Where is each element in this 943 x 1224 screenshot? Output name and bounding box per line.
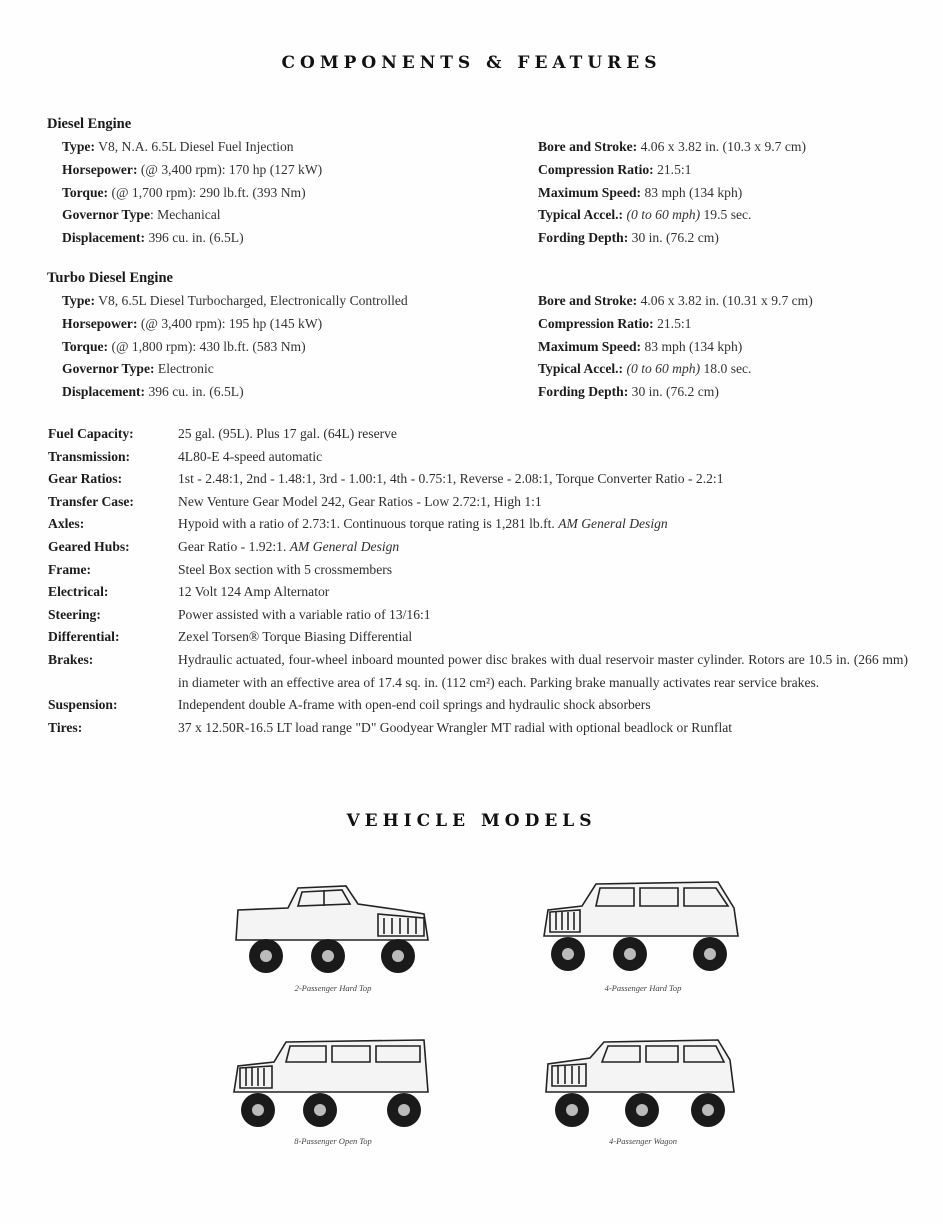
spec-row: Governor Type: Electronic — [62, 361, 214, 377]
spec-row: Displacement: 396 cu. in. (6.5L) — [62, 230, 244, 246]
feature-row-brakes: Brakes: Hydraulic actuated, four-wheel inboard mounted power disc brakes with dual reservoir master cylinder. Rotors are 10.5 in. (266 mm) in diameter with an effective area of 17.4 sq. in. (112 cm²) each. Parking brake manually activates rear service brakes. — [48, 651, 908, 690]
diesel-specs-left — [62, 136, 322, 250]
feature-row-gear-ratios: Gear Ratios: 1st - 2.48:1, 2nd - 1.48:1, 3rd - 1.00:1, 4th - 0.75:1, Reverse - 2.08:1, Torque Converter Ratio - 2.2:1 — [48, 471, 724, 487]
spec-row: Type: V8, N.A. 6.5L Diesel Fuel Injection — [62, 139, 294, 154]
vehicle-4-passenger-wagon-image — [538, 1002, 748, 1132]
vehicle-8-passenger-open-top-image — [228, 1002, 438, 1132]
spec-row: Type: V8, 6.5L Diesel Turbocharged, Electronically Controlled — [62, 293, 408, 308]
spec-row: Horsepower: (@ 3,400 rpm): 170 hp (127 kW) — [62, 161, 323, 177]
spec-row: Maximum Speed: 83 mph (134 kph) — [538, 338, 743, 354]
spec-row: Torque: (@ 1,800 rpm): 430 lb.ft. (583 Nm) — [62, 338, 306, 354]
caption-4-passenger-hard-top: 4-Passenger Hard Top — [604, 983, 682, 993]
vehicle-4-passenger-hard-top-image — [538, 848, 748, 978]
feature-row-electrical: Electrical: 12 Volt 124 Amp Alternator — [48, 584, 330, 600]
turbo-specs-right — [538, 290, 813, 404]
feature-row-transfer-case: Transfer Case: New Venture Gear Model 242, Gear Ratios - Low 2.72:1, High 1:1 — [48, 493, 542, 509]
spec-row: Bore and Stroke: 4.06 x 3.82 in. (10.31 x 9.7 cm) — [538, 293, 813, 308]
turbo-diesel-engine-heading: Turbo Diesel Engine — [47, 270, 173, 286]
caption-4-passenger-wagon: 4-Passenger Wagon — [609, 1136, 677, 1146]
spec-row: Compression Ratio: 21.5:1 — [538, 315, 692, 331]
features-table — [48, 423, 908, 739]
spec-row: Governor Type: Mechanical — [62, 207, 221, 223]
spec-row: Typical Accel.: (0 to 60 mph) 18.0 sec. — [538, 361, 752, 377]
vehicle-models-title: VEHICLE MODELS — [346, 811, 597, 831]
components-features-title: COMPONENTS & FEATURES — [281, 53, 662, 73]
feature-row-geared-hubs: Geared Hubs: Gear Ratio - 1.92:1. AM General Design — [48, 538, 400, 554]
spec-row: Compression Ratio: 21.5:1 — [538, 161, 692, 177]
feature-row-differential: Differential: Zexel Torsen® Torque Biasing Differential — [48, 629, 413, 645]
turbo-specs-left — [62, 290, 408, 404]
spec-row: Displacement: 396 cu. in. (6.5L) — [62, 384, 244, 400]
spec-row: Fording Depth: 30 in. (76.2 cm) — [538, 384, 719, 400]
diesel-specs-right — [538, 136, 806, 250]
spec-row: Typical Accel.: (0 to 60 mph) 19.5 sec. — [538, 207, 752, 223]
spec-row: Fording Depth: 30 in. (76.2 cm) — [538, 230, 719, 246]
caption-2-passenger-hard-top: 2-Passenger Hard Top — [294, 983, 372, 993]
feature-row-fuel-capacity: Fuel Capacity: 25 gal. (95L). Plus 17 gal. (64L) reserve — [48, 426, 397, 441]
spec-row: Bore and Stroke: 4.06 x 3.82 in. (10.3 x 9.7 cm) — [538, 139, 806, 154]
feature-row-suspension: Suspension: Independent double A-frame with open-end coil springs and hydraulic shock absorbers — [48, 697, 651, 713]
caption-8-passenger-open-top: 8-Passenger Open Top — [294, 1136, 372, 1146]
diesel-engine-heading: Diesel Engine — [47, 116, 132, 132]
feature-row-transmission: Transmission: 4L80-E 4-speed automatic — [48, 448, 323, 464]
feature-row-tires: Tires: 37 x 12.50R-16.5 LT load range "D" Goodyear Wrangler MT radial with optional beadlock or Runflat — [48, 719, 733, 735]
vehicle-2-passenger-hard-top-image — [228, 848, 438, 978]
spec-row: Torque: (@ 1,700 rpm): 290 lb.ft. (393 Nm) — [62, 184, 306, 200]
spec-row: Horsepower: (@ 3,400 rpm): 195 hp (145 kW) — [62, 315, 323, 331]
spec-row: Maximum Speed: 83 mph (134 kph) — [538, 184, 743, 200]
feature-row-frame: Frame: Steel Box section with 5 crossmembers — [48, 561, 393, 577]
feature-row-axles: Axles: Hypoid with a ratio of 2.73:1. Continuous torque rating is 1,281 lb.ft. AM General Design — [48, 516, 668, 532]
feature-row-steering: Steering: Power assisted with a variable ratio of 13/16:1 — [48, 606, 431, 622]
